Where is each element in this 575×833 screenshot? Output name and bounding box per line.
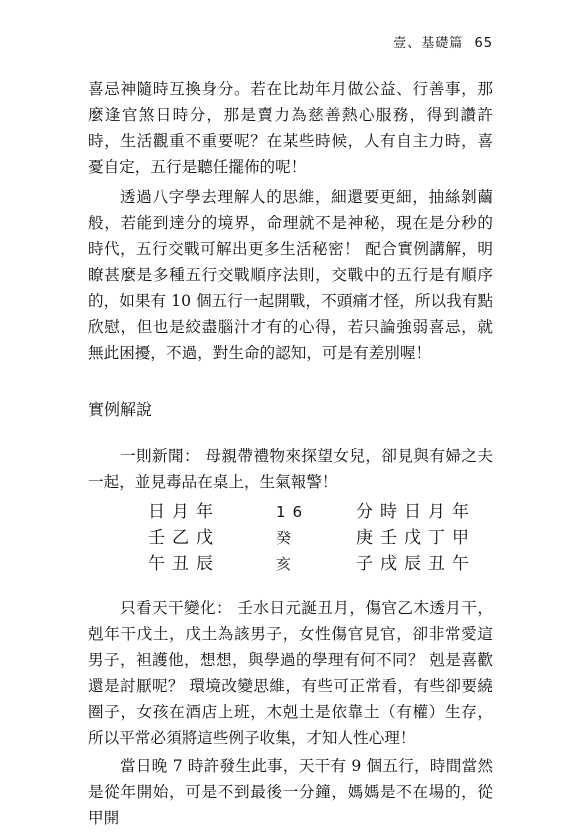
section-title: 實例解說 bbox=[88, 400, 153, 419]
chart-row-stems bbox=[118, 525, 478, 551]
chart-left-labels: 日月年 bbox=[148, 502, 220, 522]
paragraph-4-text: 只看天干變化： 壬水日元誕丑月，傷官乙木透月干，剋年干戊土，戊土為該男子，女性傷官見官，卻非常愛這男子，袒護他，想想，與學過的學理有何不同？ 剋是喜歡還是討厭呢？ 環境改變思維，有些可正常看，有些卻要繞圈子，女孩在酒店上班，木剋土是依靠土（有權）生存，所以平常必須將這些例子收集，才知人性心理！ bbox=[88, 599, 493, 747]
chart-left-stems: 壬乙戊 bbox=[148, 528, 220, 548]
paragraph-5 bbox=[88, 753, 493, 831]
chart-left-branches: 午丑辰 bbox=[148, 554, 220, 574]
chart-right-labels: 分時日月年 bbox=[356, 502, 476, 522]
news-text: 一則新聞： 母親帶禮物來探望女兒，卻見與有婦之夫一起，並見毒品在桌上，生氣報警！ bbox=[88, 447, 493, 491]
chart-mid-branch: 亥 bbox=[276, 555, 299, 573]
paragraph-2-text: 透過八字學去理解人的思維，細還要更細，抽絲剝繭般，若能到達分的境界，命理就不是神秘，現在是分秒的時代，五行交戰可解出更多生活秘密！ 配合實例講解，明瞭甚麼是多種五行交戰順序法則，交戰中的五行是有順序的，如果有 10 個五行一起開戰，不頭痛才怪，所以我有點欣慰，但也是絞盡腦汁才有的心得，若只論強弱喜忌，就無此困擾，不過，對生命的認知，可是有差別喔！ bbox=[88, 188, 493, 362]
chart-right-branches: 子戌辰丑午 bbox=[356, 554, 476, 574]
page-header bbox=[393, 32, 493, 51]
paragraph-1 bbox=[88, 76, 493, 180]
header-title: 壹、基礎篇 bbox=[393, 36, 464, 51]
page-number: 65 bbox=[474, 36, 493, 51]
chart-mid-stem: 癸 bbox=[276, 529, 299, 547]
chart-row-branches bbox=[118, 551, 478, 577]
chart-mid-number: 16 bbox=[276, 503, 310, 521]
paragraph-4 bbox=[88, 595, 493, 751]
chart-right-stems: 庚壬戊丁甲 bbox=[356, 528, 476, 548]
paragraph-5-text: 當日晚 7 時許發生此事，天干有 9 個五行，時間當然是從年開始，可是不到最後一分鐘，媽媽是不在場的，從甲開 bbox=[88, 757, 493, 827]
chart-row-labels bbox=[118, 499, 478, 525]
news-paragraph bbox=[88, 443, 493, 495]
paragraph-1-text: 喜忌神隨時互換身分。若在比劫年月做公益、行善事，那麼逢官煞日時分，那是賣力為慈善熱心服務，得到讚許時，生活觀重不重要呢？在某些時候，人有自主力時，喜憂自定，五行是聽任擺佈的呢！ bbox=[88, 80, 493, 176]
bazi-chart bbox=[118, 499, 478, 577]
paragraph-2 bbox=[88, 184, 493, 366]
